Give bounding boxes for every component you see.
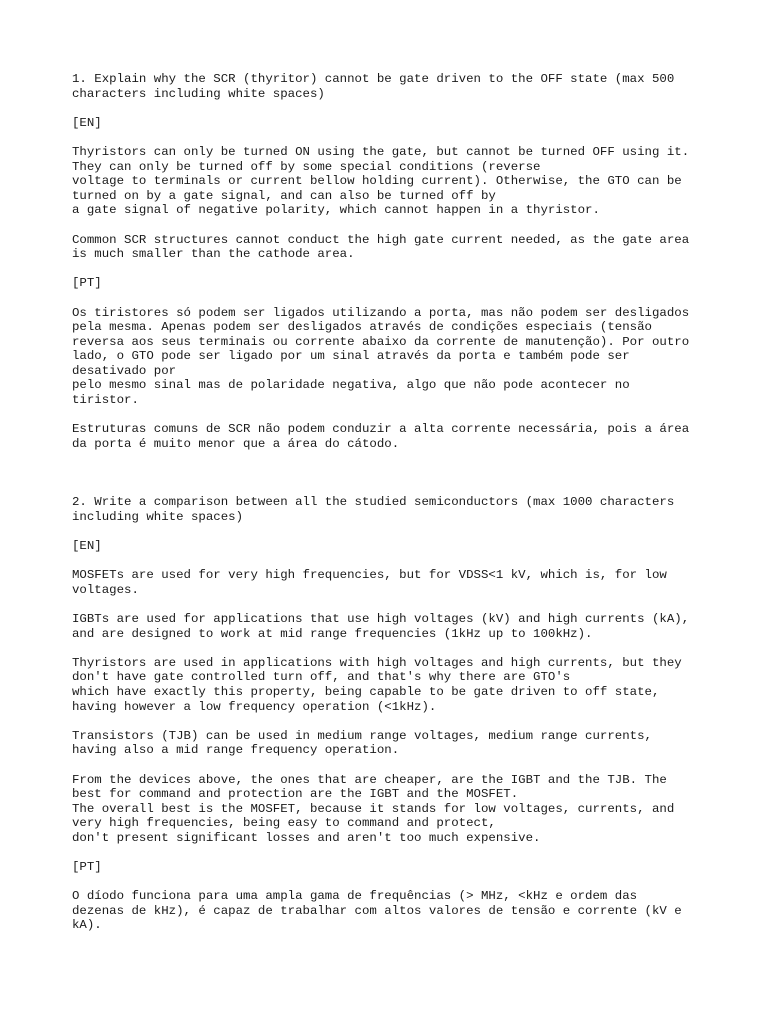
section-spacer <box>72 466 712 495</box>
q2-en-tag: [EN] <box>72 539 102 553</box>
question-2: 2. Write a comparison between all the studied semiconductors (max 1000 characters including white spaces) <box>72 495 675 524</box>
q2-en-paragraph-3: Thyristors are used in applications with high voltages and high currents, but they don't have gate controlled turn off, and that's why there are GTO's which have exactly this property, being capable to be gate driven to off state, having however a low frequency operation (<1kHz). <box>72 655 682 714</box>
q2-en-paragraph-1: MOSFETs are used for very high frequencies, but for VDSS<1 kV, which is, for low voltages. <box>72 568 667 597</box>
q1-pt-paragraph-2: Estruturas comuns de SCR não podem conduzir a alta corrente necessária, pois a área da porta é muito menor que a área do cátodo. <box>72 422 690 451</box>
question-1: 1. Explain why the SCR (thyritor) cannot be gate driven to the OFF state (max 500 characters including white spaces) <box>72 72 675 101</box>
q1-pt-paragraph-1: Os tiristores só podem ser ligados utilizando a porta, mas não podem ser desligados pela mesma. Apenas podem ser desligados através de condições especiais (tensão reversa aos seus terminais ou corrente abaixo da corrente de manutenção). Por outro lado, o GTO pode ser ligado por um sinal através da porta e também pode ser desativado por pelo mesmo sinal mas de polaridade negativa, algo que não pode acontecer no tiristor. <box>72 305 690 408</box>
q2-en-paragraph-5: From the devices above, the ones that are cheaper, are the IGBT and the TJB. The best for command and protection are the IGBT and the MOSFET. The overall best is the MOSFET, because it stands for low voltages, currents, and very high frequencies, being easy to command and protect, don't present significant losses and aren't too much expensive. <box>72 772 675 845</box>
q2-pt-tag: [PT] <box>72 860 102 875</box>
q2-pt-paragraph-1: O díodo funciona para uma ampla gama de frequências (> MHz, <kHz e ordem das dezenas de kHz), é capaz de trabalhar com altos valores de tensão e corrente (kV e kA). <box>72 889 682 933</box>
q1-en-paragraph-1: Thyristors can only be turned ON using the gate, but cannot be turned OFF using it. They can only be turned off by some special conditions (reverse voltage to terminals or current bellow holding current). Otherwise, the GTO can be turned on by a gate signal, and can also be turned off by a gate signal of negative polarity, which cannot happen in a thyristor. <box>72 144 690 218</box>
document-page <box>72 72 712 948</box>
q1-pt-tag: [PT] <box>72 276 102 291</box>
q1-en-paragraph-2: Common SCR structures cannot conduct the high gate current needed, as the gate area is much smaller than the cathode area. <box>72 232 690 262</box>
q1-en-tag: [EN] <box>72 115 102 130</box>
q2-en-paragraph-2: IGBTs are used for applications that use high voltages (kV) and high currents (kA), and are designed to work at mid range frequencies (1kHz up to 100kHz). <box>72 611 690 641</box>
q2-en-paragraph-4: Transistors (TJB) can be used in medium range voltages, medium range currents, having also a mid range frequency operation. <box>72 728 652 758</box>
